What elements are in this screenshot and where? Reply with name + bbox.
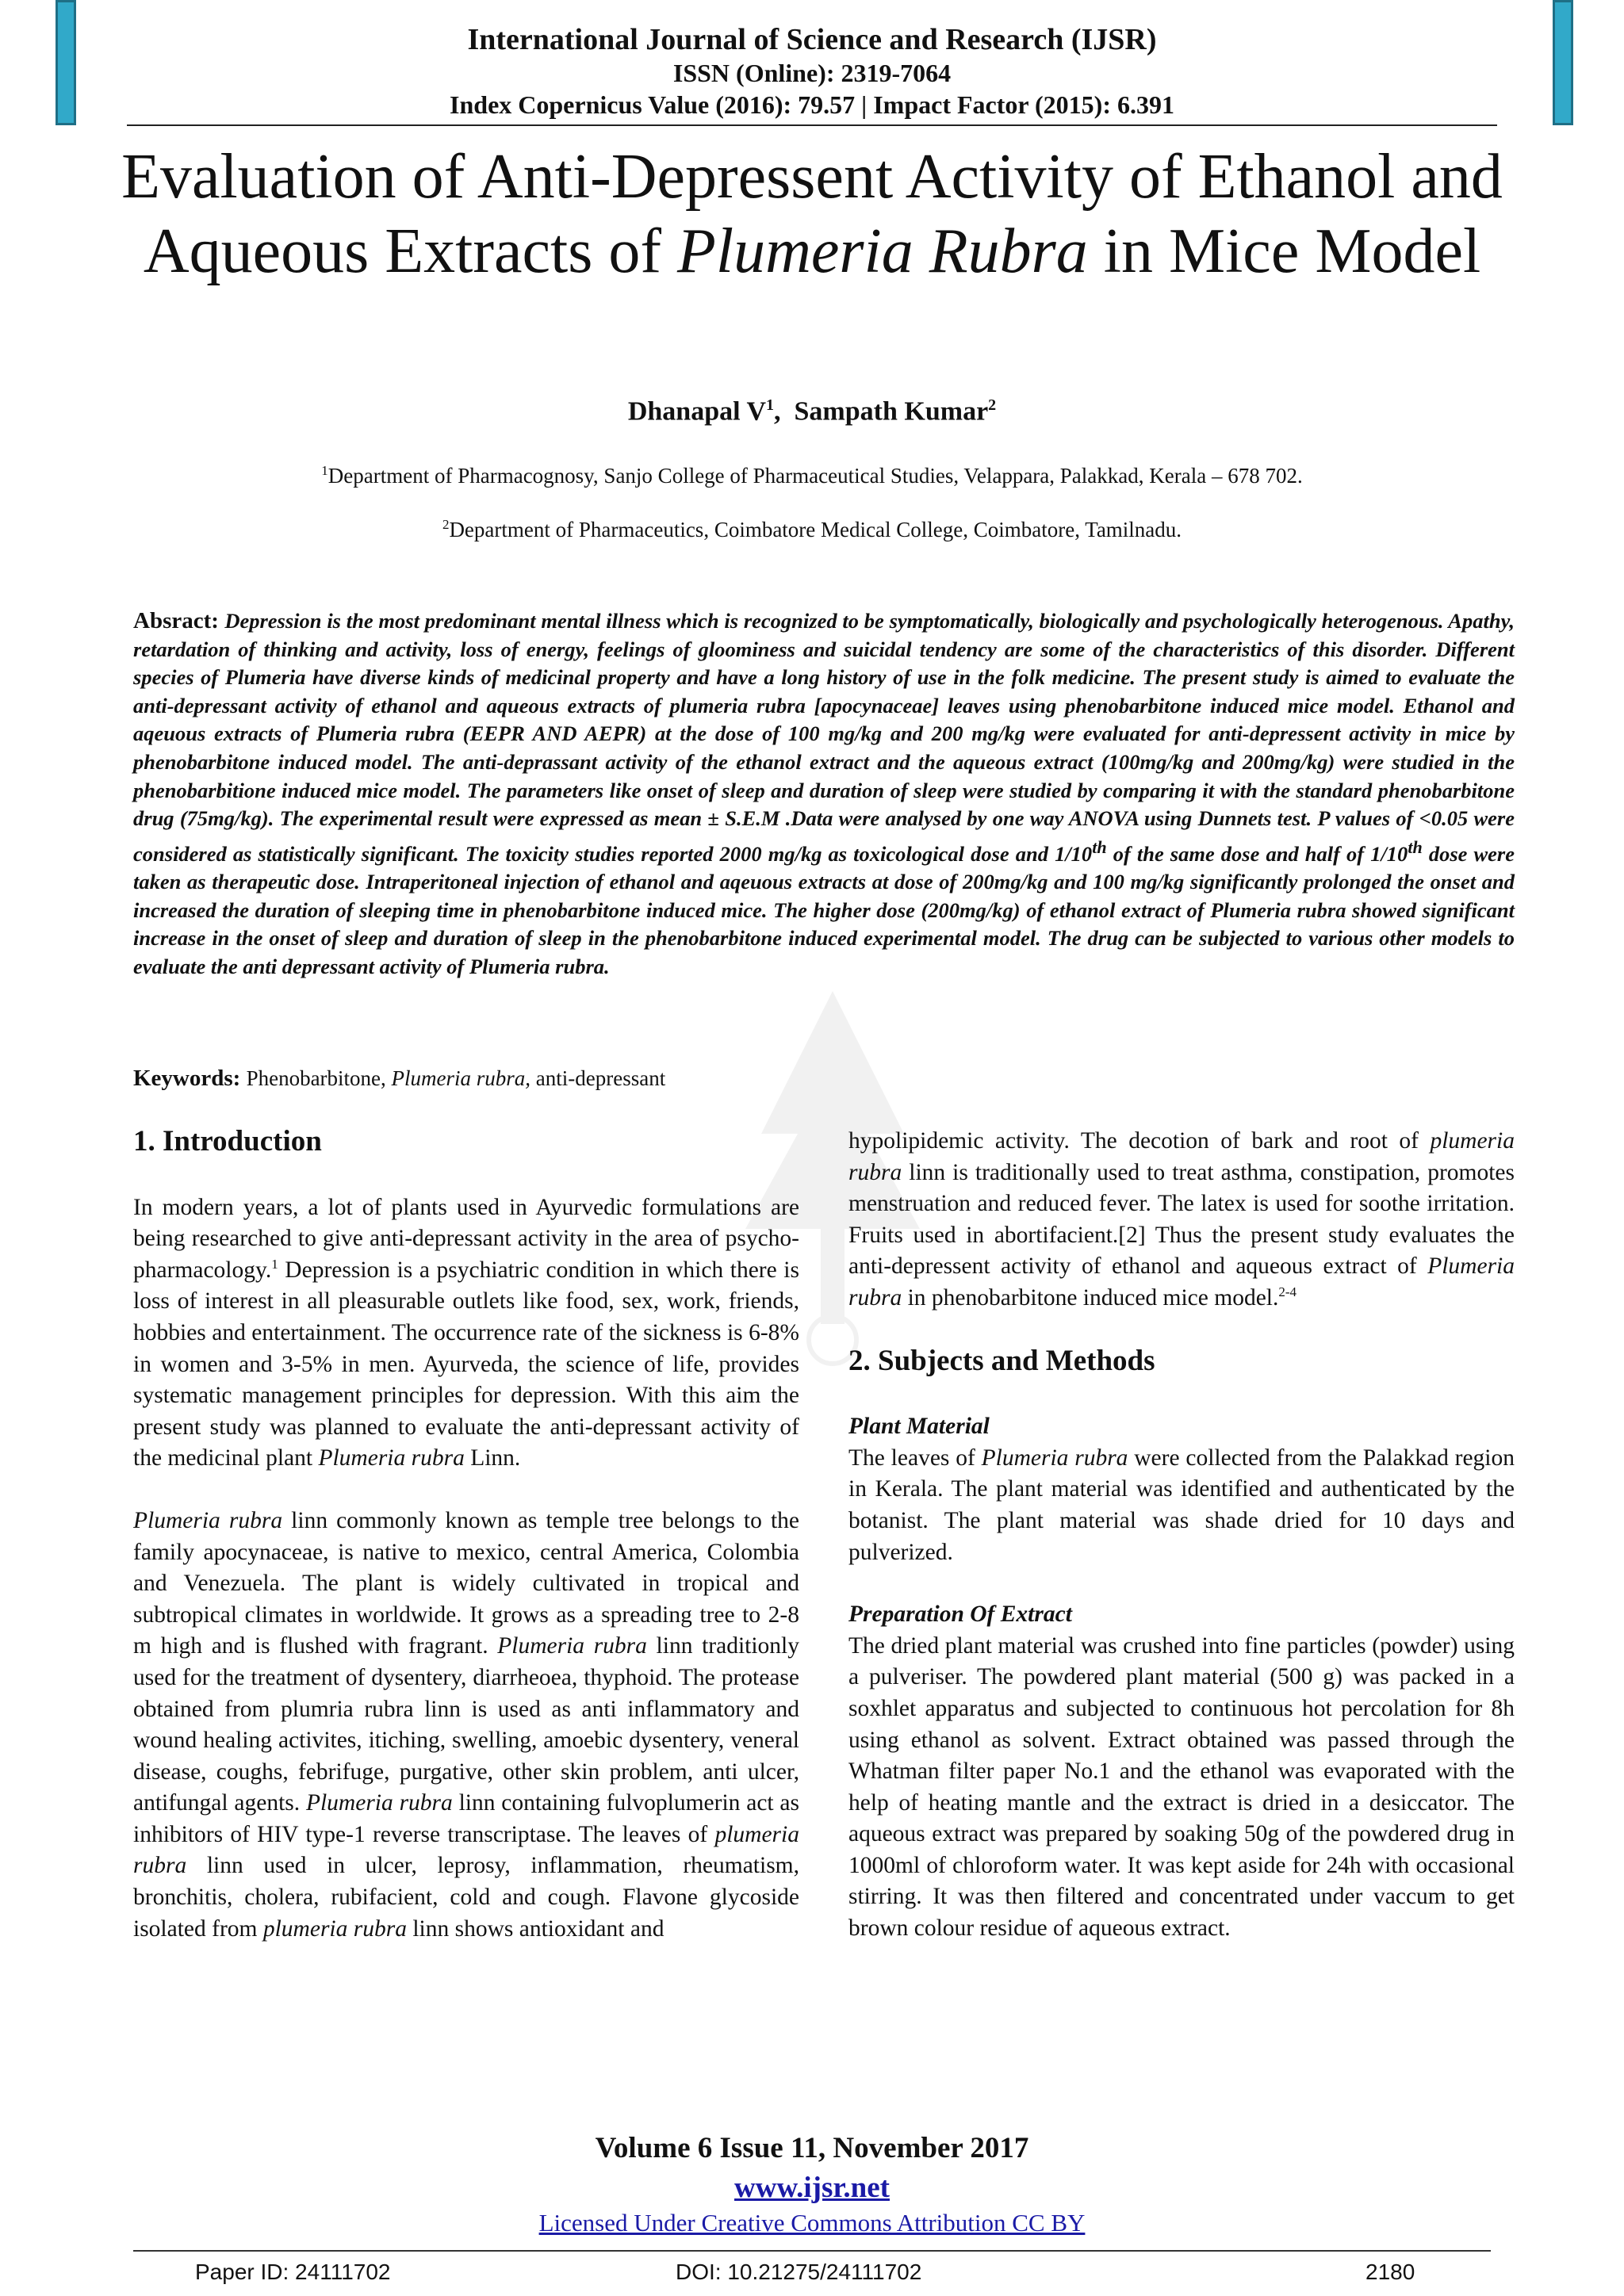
header-divider	[127, 124, 1497, 126]
abstract	[133, 607, 1515, 982]
title-part-1: Evaluation of Anti-Depressent Activity of Ethanol and Aqueous Extracts of	[121, 142, 1503, 286]
intro-p2-c: linn containing fulvoplumerin act as inhibitors of HIV type-1 reverse transcriptase. The leaves of	[133, 1790, 799, 1847]
plant-italic: Plumeria rubra	[981, 1445, 1128, 1471]
right-p1-italic-1: plumeria rubra	[848, 1128, 1515, 1185]
intro-p2-d: linn used in ulcer, leprosy, inflammation, rheumatism, bronchitis, cholera, rubifacient, cold and cough. Flavone glycoside isolated from	[133, 1853, 799, 1942]
intro-paragraph-2	[133, 1506, 799, 1945]
right-p1-a: hypolipidemic activity. The decotion of bark and root of	[848, 1128, 1431, 1154]
footer-doi: DOI: 10.21275/24111702	[676, 2260, 922, 2284]
author-2-sup: 2	[988, 396, 997, 414]
affiliation-1-text: Department of Pharmacognosy, Sanjo College of Pharmaceutical Studies, Velappara, Palakkad, Kerala – 678 702.	[327, 464, 1303, 488]
footer-url-link[interactable]: www.ijsr.net	[734, 2172, 890, 2204]
journal-index: Index Copernicus Value (2016): 79.57 | Impact Factor (2015): 6.391	[450, 90, 1174, 119]
author-2: Sampath Kumar	[794, 396, 989, 427]
footer-license-link[interactable]: Licensed Under Creative Commons Attribution CC BY	[538, 2209, 1086, 2237]
abstract-text-1: Depression is the most predominant mental illness which is recognized to be symptomatically, biologically and psychologically heterogenous. Apathy, retardation of thinking and activity, loss of energy, feelings of gloominess and suicidal tendency are some of the characteristics of this disorder. Different species of Plumeria have diverse kinds of medicinal property and have a long history of use in the folk medicine. The present study is aimed to evaluate the anti-depressant activity of ethanol and aqueous extracts of plumeria rubra [apocynaceae] leaves using phenobarbitone induced mice model. Ethanol and aqeuous extracts of Plumeria rubra (EEPR AND AEPR) at the dose of 100 mg/kg and 200 mg/kg were evaluated for anti-depressent activity in mice by phenobarbitone induced model. The anti-deprassant activity of the ethanol extract and the aqueous extract (100mg/kg and 200mg/kg) were studied in the phenobarbitione induced mice model. The parameters like onset of sleep and duration of sleep were studied by comparing it with the standard phenobarbitone drug (75mg/kg). The experimental result were expressed as mean ± S.E.M .Data were analysed by one way ANOVA using Dunnets test. P values of <0.05 were considered as statistically significant. The toxicity studies reported 2000 mg/kg as toxicological dose and 1/10	[133, 609, 1515, 866]
right-p1-c: in phenobarbitone induced mice model.	[902, 1284, 1279, 1311]
intro-p1-c: Linn.	[464, 1445, 521, 1471]
abstract-sup-1: th	[1092, 836, 1107, 857]
paper-title	[119, 140, 1505, 289]
intro-p2-italic-3: Plumeria rubra	[305, 1790, 453, 1816]
intro-p1-b: Depression is a psychiatric condition in which there is loss of interest in all pleasurable outlets like food, sex, work, friends, hobbies and entertainment. The occurrence rate of the sickness is 6-8% in women and 3-5% in men. Ayurveda, the science of life, provides systematic management principles for depression. With this aim the present study was planned to evaluate the anti-depressant activity of the medicinal plant	[133, 1257, 799, 1471]
author-separator: ,	[774, 396, 795, 427]
right-paragraph-1	[848, 1126, 1515, 1314]
title-part-2: in Mice Model	[1087, 216, 1481, 286]
intro-p2-a: linn commonly known as temple tree belongs to the family apocynaceae, is native to mexico, central America, Colombia and Venezuela. The plant is widely cultivated in tropical and subtropical climates in worldwide. It grows as a spreading tree to 2-8 m high and is flushed with fragrant.	[133, 1507, 799, 1659]
footer-page-number: 2180	[1365, 2260, 1415, 2284]
plant-b: were collected from the Palakkad region in Kerala. The plant material was identified and authenticated by the botanist. The plant material was shade dried for 10 days and pulverized.	[848, 1445, 1515, 1565]
footer-issue: Volume 6 Issue 11, November 2017	[595, 2132, 1029, 2164]
plant-material-paragraph	[848, 1443, 1515, 1568]
intro-p2-e: linn shows antioxidant and	[406, 1915, 665, 1942]
keywords	[133, 1066, 665, 1092]
affiliation-2	[0, 517, 1624, 542]
journal-issn: ISSN (Online): 2319-7064	[672, 59, 952, 87]
intro-p2-b: linn traditionly used for the treatment of dysentery, diarrheoea, thyphoid. The protease obtained from plumria rubra linn is used as anti inflammatory and wound healing activites, itiching, swelling, amoebic dysentery, veneral disease, coughs, febrifuge, purgative, other skin problem, anti ulcer, antifungal agents.	[133, 1633, 799, 1816]
intro-p1-italic: Plumeria rubra	[318, 1445, 465, 1471]
keywords-label: Keywords:	[133, 1066, 247, 1091]
affiliation-2-sup: 2	[442, 517, 450, 532]
title-italic: Plumeria Rubra	[676, 216, 1088, 286]
affiliation-1-sup: 1	[321, 463, 328, 478]
keyword-3: anti-depressant	[530, 1066, 666, 1090]
preparation-heading: Preparation Of Extract	[848, 1601, 1072, 1628]
abstract-text-3: dose were taken as therapeutic dose. Intraperitoneal injection of ethanol and aqeuous extracts at dose of 200mg/kg and 100 mg/kg significantly prolonged the onset and increased the duration of sleeping time in phenobarbitone induced mice. The higher dose (200mg/kg) of ethanol extract of Plumeria rubra showed significant increase in the onset of sleep and duration of sleep in the phenobarbitone induced experimental model. The drug can be subjected to various other models to evaluate the anti depressant activity of Plumeria rubra.	[133, 841, 1515, 978]
intro-p1-sup: 1	[271, 1256, 278, 1272]
plant-a: The leaves of	[848, 1445, 982, 1471]
intro-p2-italic-2: Plumeria rubra	[497, 1633, 647, 1659]
author-1: Dhanapal V	[627, 396, 767, 427]
intro-paragraph-1	[133, 1192, 799, 1475]
right-p1-sup: 2-4	[1278, 1284, 1297, 1300]
journal-name: International Journal of Science and Research (IJSR)	[467, 23, 1157, 56]
author-1-sup: 1	[766, 396, 775, 414]
affiliation-2-text: Department of Pharmaceutics, Coimbatore Medical College, Coimbatore, Tamilnadu.	[449, 518, 1182, 541]
right-p1-italic-2: Plumeria rubra	[848, 1253, 1515, 1311]
plant-material-heading: Plant Material	[848, 1414, 990, 1440]
author-line	[0, 396, 1624, 427]
preparation-paragraph: The dried plant material was crushed into fine particles (powder) using a pulveriser. The powdered plant material (500 g) was packed in a soxhlet apparatus and subjected to continuous hot percolation for 8h using ethanol as solvent. Extract obtained was passed through the Whatman filter paper No.1 and the ethanol was evaporated with the help of heating mantle and the extract is dried in a desiccator. The aqueous extract was prepared by soaking 50g of the powdered drug in 1000ml of chloroform water. It was kept aside for 24h with occasional stirring. It was then filtered and concentrated under vaccum to get brown colour residue of aqueous extract.	[848, 1632, 1515, 1942]
intro-heading: 1. Introduction	[133, 1125, 322, 1158]
right-p1-b: linn is traditionally used to treat asthma, constipation, promotes menstruation and reduced fever. The latex is used for soothe irritation. Fruits used in abortifacient.[2] Thus the present study evaluates the anti-depressent activity of ethanol and aqueous extract of	[848, 1159, 1515, 1280]
abstract-sup-2: th	[1408, 836, 1423, 857]
abstract-label: Absract:	[133, 608, 225, 633]
right-column	[848, 1126, 1515, 1976]
intro-p2-italic-5: plumeria rubra	[262, 1915, 407, 1942]
intro-p2-italic-1: Plumeria rubra	[133, 1507, 283, 1533]
footer-divider	[133, 2250, 1491, 2252]
intro-p2-italic-4: plumeria rubra	[133, 1821, 799, 1879]
intro-p1-a: In modern years, a lot of plants used in Ayurvedic formulations are being researched to give anti-depressant activity in the area of psycho-pharmacology.	[133, 1194, 799, 1283]
keyword-1: Phenobarbitone,	[246, 1066, 392, 1090]
left-column	[133, 1126, 799, 1976]
abstract-text-2: of the same dose and half of 1/10	[1106, 841, 1408, 866]
footer-paper-id: Paper ID: 24111702	[195, 2260, 391, 2284]
keyword-2: Plumeria rubra,	[391, 1066, 531, 1090]
affiliation-1	[0, 463, 1624, 488]
methods-heading: 2. Subjects and Methods	[848, 1344, 1155, 1377]
